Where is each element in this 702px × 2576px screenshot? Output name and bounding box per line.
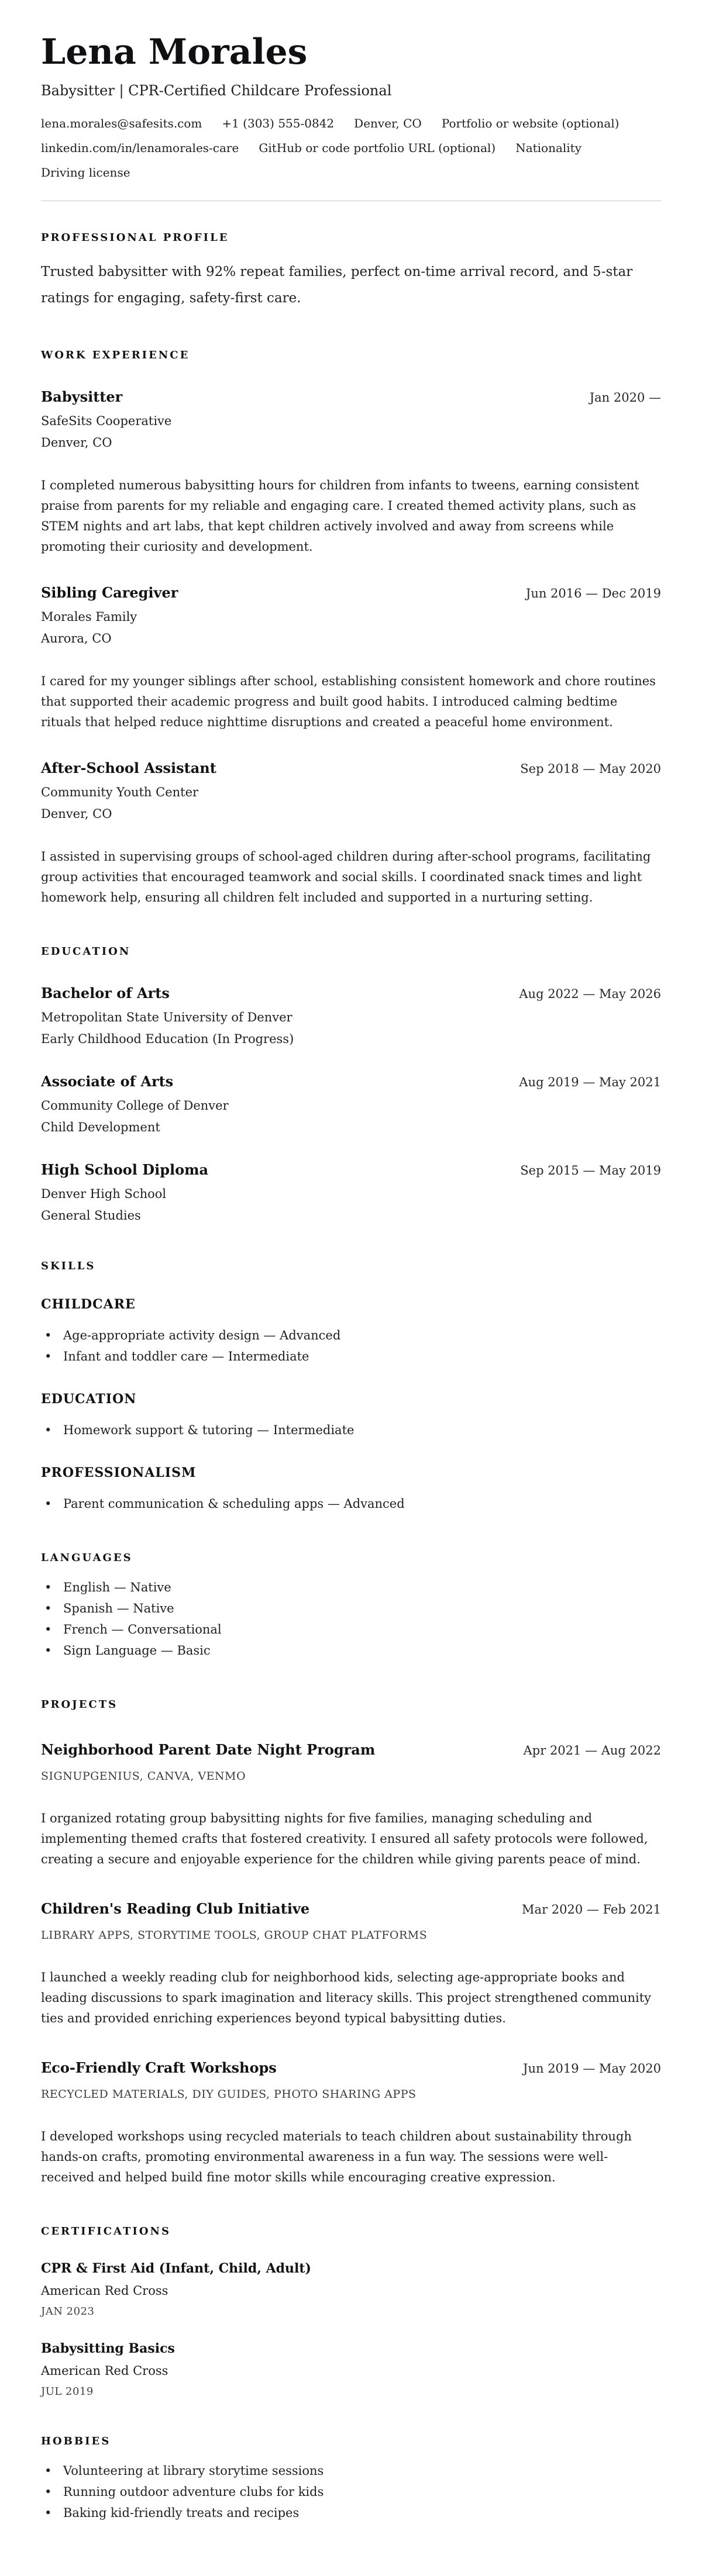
section-heading: WORK EXPERIENCE xyxy=(41,349,190,362)
section-skills xyxy=(41,1260,661,1514)
education-header xyxy=(41,985,661,1002)
skill-item: • Homework support & tutoring — Intermediate xyxy=(41,1420,661,1441)
project-title: Neighborhood Parent Date Night Program xyxy=(41,1741,376,1759)
certification-date: JAN 2023 xyxy=(41,2305,95,2318)
certification-date: JUL 2019 xyxy=(41,2385,94,2398)
contact-row xyxy=(41,165,661,179)
contact-driving-license: Driving license xyxy=(41,165,130,180)
certification-item xyxy=(41,2261,661,2318)
skill-item: • Infant and toddler care — Intermediate xyxy=(41,1346,661,1367)
contact-nationality: Nationality xyxy=(515,141,582,156)
certification-issuer: American Red Cross xyxy=(41,2364,168,2378)
contact-linkedin: linkedin.com/in/lenamorales-care xyxy=(41,141,239,156)
degree-title: Bachelor of Arts xyxy=(41,985,170,1002)
contact-location: Denver, CO xyxy=(354,116,422,131)
job-header xyxy=(41,759,661,776)
section-heading: HOBBIES xyxy=(41,2435,111,2448)
profile-text: Trusted babysitter with 92% repeat families, perfect on-time arrival record, and 5-star ratings for engaging, safety-first care. xyxy=(41,264,633,306)
skills-list xyxy=(41,1325,661,1367)
education-dates: Aug 2022 — May 2026 xyxy=(519,987,661,1002)
section-languages xyxy=(41,1552,661,1661)
contact-portfolio: Portfolio or website (optional) xyxy=(441,116,620,131)
contact-github: GitHub or code portfolio URL (optional) xyxy=(259,141,496,156)
skills-group xyxy=(41,1297,661,1367)
project-header xyxy=(41,1741,661,1758)
project-dates: Mar 2020 — Feb 2021 xyxy=(522,1902,661,1917)
person-name: Lena Morales xyxy=(41,32,308,72)
skills-group xyxy=(41,1391,661,1441)
skills-list xyxy=(41,1493,661,1514)
job-title: Sibling Caregiver xyxy=(41,584,178,602)
job-description: I cared for my younger siblings after school, establishing consistent homework and chore routines that supported their academic progress and built good habits. I introduced calming bedtime rituals that helped reduce nighttime disruptions and created a peaceful home environment. xyxy=(41,674,656,730)
skills-list xyxy=(41,1420,661,1441)
hobby-item: • Running outdoor adventure clubs for kids xyxy=(41,2481,661,2502)
project xyxy=(41,1741,661,1870)
job xyxy=(41,584,661,733)
hobbies-list xyxy=(41,2460,661,2523)
education-dates: Aug 2019 — May 2021 xyxy=(519,1075,661,1090)
job-header xyxy=(41,388,661,405)
header xyxy=(41,33,661,201)
project-description: I developed workshops using recycled materials to teach children about sustainability through hands-on crafts, promoting environmental awareness in a fun way. The sessions were well-received and helped build fine motor skills while encouraging creative expression. xyxy=(41,2129,632,2185)
language-item: • Spanish — Native xyxy=(41,1598,661,1619)
contact-email: lena.morales@safesits.com xyxy=(41,116,202,131)
project xyxy=(41,1900,661,2029)
education-dates: Sep 2015 — May 2019 xyxy=(520,1163,661,1178)
job-header xyxy=(41,584,661,601)
hobby-item: • Volunteering at library storytime sessions xyxy=(41,2460,661,2481)
skills-group-title: PROFESSIONALISM xyxy=(41,1465,197,1481)
project-dates: Jun 2019 — May 2020 xyxy=(523,2062,661,2076)
section-projects xyxy=(41,1698,661,2188)
language-item: • Sign Language — Basic xyxy=(41,1640,661,1661)
degree-title: High School Diploma xyxy=(41,1161,209,1179)
education-header xyxy=(41,1073,661,1090)
project-dates: Apr 2021 — Aug 2022 xyxy=(523,1743,661,1758)
section-hobbies xyxy=(41,2435,661,2523)
skills-group xyxy=(41,1465,661,1514)
section-heading: PROFESSIONAL PROFILE xyxy=(41,232,229,244)
job xyxy=(41,759,661,908)
job-location: Denver, CO xyxy=(41,436,112,450)
project-tech: SIGNUPGENIUS, CANVA, VENMO xyxy=(41,1770,246,1783)
job-dates: Jan 2020 — xyxy=(589,391,661,405)
certification-item xyxy=(41,2341,661,2398)
job-title: After-School Assistant xyxy=(41,759,216,777)
contact-phone: +1 (303) 555-0842 xyxy=(222,116,335,131)
school-name: Denver High School xyxy=(41,1187,167,1201)
language-item: • French — Conversational xyxy=(41,1619,661,1640)
job-title: Babysitter xyxy=(41,388,123,406)
project-title: Children's Reading Club Initiative xyxy=(41,1900,310,1918)
section-heading: PROJECTS xyxy=(41,1698,118,1711)
field-of-study: General Studies xyxy=(41,1208,141,1223)
job-company: Community Youth Center xyxy=(41,785,199,800)
degree-title: Associate of Arts xyxy=(41,1073,174,1090)
job-company: SafeSits Cooperative xyxy=(41,414,172,429)
skills-group-title: CHILDCARE xyxy=(41,1297,136,1313)
hobby-item: • Baking kid-friendly treats and recipes xyxy=(41,2502,661,2523)
languages-list xyxy=(41,1577,661,1661)
education-item xyxy=(41,1161,661,1223)
job-company: Morales Family xyxy=(41,610,137,624)
job xyxy=(41,388,661,557)
language-item: • English — Native xyxy=(41,1577,661,1598)
school-name: Metropolitan State University of Denver xyxy=(41,1010,292,1025)
headline: Babysitter | CPR-Certified Childcare Professional xyxy=(41,82,392,99)
project-header xyxy=(41,2059,661,2076)
contact-row xyxy=(41,141,661,155)
project-tech: RECYCLED MATERIALS, DIY GUIDES, PHOTO SHARING APPS xyxy=(41,2088,417,2101)
project xyxy=(41,2059,661,2188)
project-description: I organized rotating group babysitting nights for five families, managing scheduling and implementing themed crafts that fostered creativity. I ensured all safety protocols were followed, creating a secure and enjoyable experience for the children while giving parents peace of mind. xyxy=(41,1811,648,1867)
project-title: Eco-Friendly Craft Workshops xyxy=(41,2059,277,2077)
job-description: I assisted in supervising groups of school-aged children during after-school programs, facilitating group activities that encouraged teamwork and social skills. I coordinated snack times and light homework help, ensuring all children felt included and supported in a nurturing setting. xyxy=(41,850,651,905)
skill-item: • Age-appropriate activity design — Advanced xyxy=(41,1325,661,1346)
certification-title: Babysitting Basics xyxy=(41,2341,175,2357)
skills-group-title: EDUCATION xyxy=(41,1391,137,1407)
project-tech: LIBRARY APPS, STORYTIME TOOLS, GROUP CHAT PLATFORMS xyxy=(41,1929,428,1942)
job-location: Aurora, CO xyxy=(41,631,112,646)
section-heading: SKILLS xyxy=(41,1260,96,1273)
section-heading: LANGUAGES xyxy=(41,1552,133,1565)
section-heading: CERTIFICATIONS xyxy=(41,2225,171,2238)
job-description: I completed numerous babysitting hours for children from infants to tweens, earning consistent praise from parents for my reliable and engaging care. I created themed activity plans, such as STEM nights and art labs, that kept children actively involved and away from screens while promoting their curiosity and development. xyxy=(41,478,639,554)
section-certifications xyxy=(41,2225,661,2398)
section-education xyxy=(41,945,661,1223)
job-location: Denver, CO xyxy=(41,807,112,821)
section-heading: EDUCATION xyxy=(41,945,131,958)
contact-row xyxy=(41,116,661,130)
field-of-study: Early Childhood Education (In Progress) xyxy=(41,1032,294,1047)
section-work-experience xyxy=(41,349,661,908)
skill-item: • Parent communication & scheduling apps — Advanced xyxy=(41,1493,661,1514)
job-dates: Jun 2016 — Dec 2019 xyxy=(525,586,661,601)
contact-block xyxy=(41,116,661,179)
education-item xyxy=(41,1073,661,1134)
education-header xyxy=(41,1161,661,1178)
job-dates: Sep 2018 — May 2020 xyxy=(520,762,661,776)
field-of-study: Child Development xyxy=(41,1120,160,1135)
section-professional-profile xyxy=(41,232,661,312)
education-item xyxy=(41,985,661,1046)
project-header xyxy=(41,1900,661,1917)
school-name: Community College of Denver xyxy=(41,1099,229,1113)
project-description: I launched a weekly reading club for neighborhood kids, selecting age-appropriate books and leading discussions to spark imagination and literacy skills. This project strengthened community ties and provided enriching experiences beyond typical babysitting duties. xyxy=(41,1970,652,2026)
certification-issuer: American Red Cross xyxy=(41,2284,168,2298)
certification-title: CPR & First Aid (Infant, Child, Adult) xyxy=(41,2261,311,2277)
